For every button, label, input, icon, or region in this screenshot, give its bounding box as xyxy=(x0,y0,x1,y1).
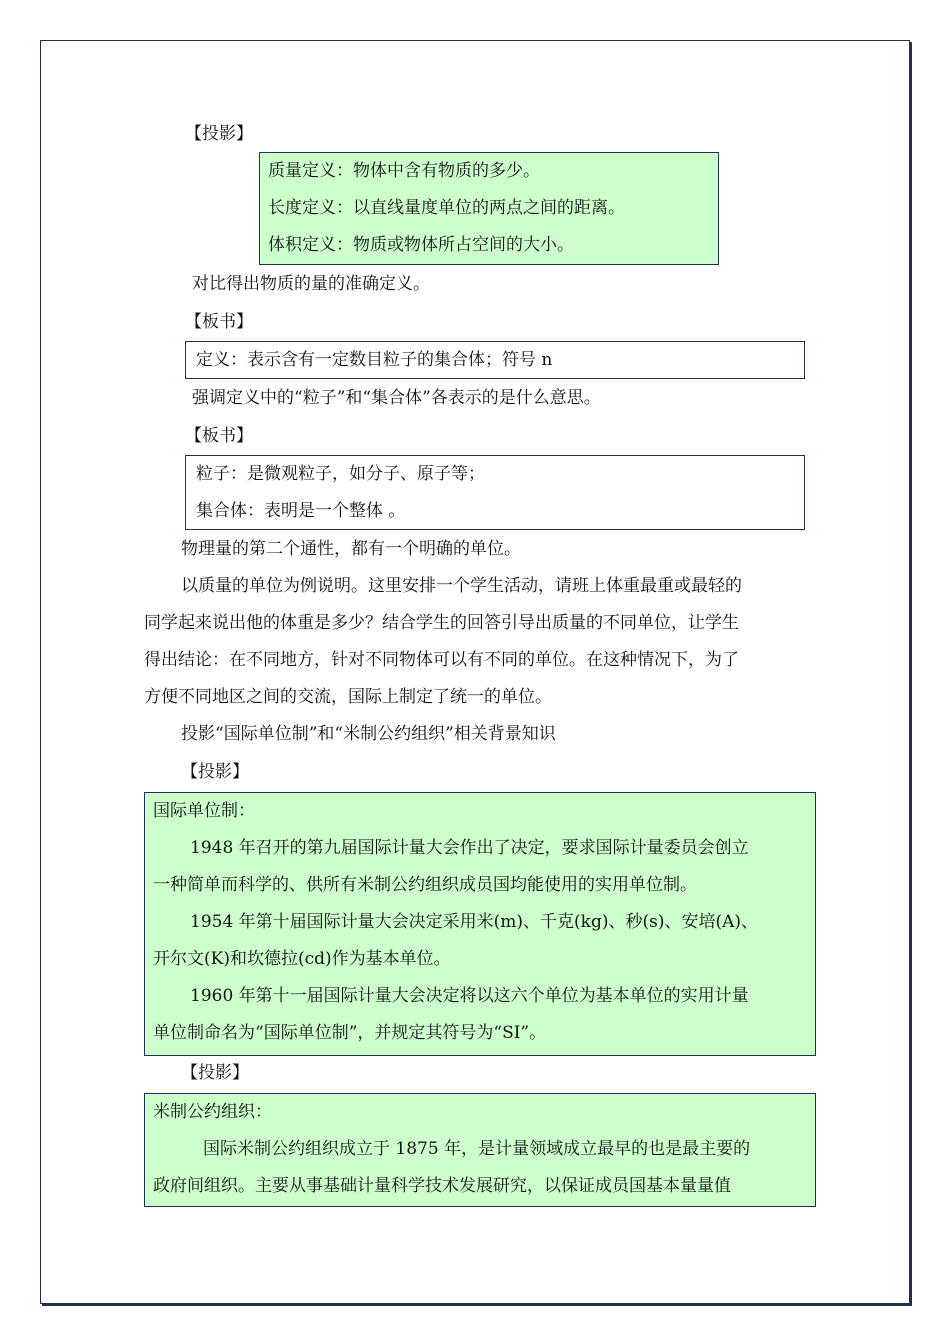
particle-text: 粒子：是微观粒子，如分子、原子等； xyxy=(196,464,485,484)
volume-definition: 体积定义：物质或物体所占空间的大小。 xyxy=(268,235,574,255)
projection-label: 【投影】 xyxy=(181,1063,249,1083)
si-background-box xyxy=(144,792,816,1056)
definition-box xyxy=(185,341,805,379)
definition-compare-box xyxy=(259,152,719,265)
projection-background-text: 投影“国际单位制”和“米制公约组织”相关背景知识 xyxy=(181,724,556,744)
metre-convention-box xyxy=(144,1093,816,1207)
mass-definition: 质量定义：物体中含有物质的多少。 xyxy=(268,161,540,181)
metre-convention-text-line: 国际米制公约组织成立于 1875 年，是计量领域成立最早的也是最主要的 xyxy=(203,1139,751,1159)
si-text-line: 1954 年第十届国际计量大会决定采用米(m)、千克(kg)、秒(s)、安培(A)、 xyxy=(190,912,759,932)
si-text-line: 单位制命名为“国际单位制”，并规定其符号为“SI”。 xyxy=(153,1023,547,1043)
paragraph-line: 以质量的单位为例说明。这里安排一个学生活动，请班上体重最重或最轻的 xyxy=(181,576,742,596)
projection-label: 【投影】 xyxy=(181,762,249,782)
si-heading: 国际单位制： xyxy=(153,801,255,821)
si-text-line: 一种简单而科学的、供所有米制公约组织成员国均能使用的实用单位制。 xyxy=(153,875,697,895)
paragraph-line: 方便不同地区之间的交流，国际上制定了统一的单位。 xyxy=(144,687,552,707)
compare-text: 对比得出物质的量的准确定义。 xyxy=(192,274,430,294)
particle-box xyxy=(185,455,805,530)
metre-convention-text-line: 政府间组织。主要从事基础计量科学技术发展研究，以保证成员国基本量量值 xyxy=(153,1176,731,1196)
board-label: 【板书】 xyxy=(185,312,253,332)
si-text-line: 1948 年召开的第九届国际计量大会作出了决定，要求国际计量委员会创立 xyxy=(190,838,749,858)
collection-text: 集合体：表明是一个整体 。 xyxy=(196,501,406,521)
amount-definition: 定义：表示含有一定数目粒子的集合体；符号 n xyxy=(196,350,553,370)
si-text-line: 1960 年第十一届国际计量大会决定将以这六个单位为基本单位的实用计量 xyxy=(190,986,749,1006)
board-label: 【板书】 xyxy=(185,426,253,446)
length-definition: 长度定义：以直线量度单位的两点之间的距离。 xyxy=(268,198,625,218)
si-text-line: 开尔文(K)和坎德拉(cd)作为基本单位。 xyxy=(153,949,451,969)
paragraph-line: 得出结论：在不同地方，针对不同物体可以有不同的单位。在这种情况下，为了 xyxy=(144,650,739,670)
projection-label: 【投影】 xyxy=(185,124,253,144)
common-property-text: 物理量的第二个通性，都有一个明确的单位。 xyxy=(181,539,521,559)
metre-convention-heading: 米制公约组织： xyxy=(153,1102,272,1122)
emphasis-text: 强调定义中的“粒子”和“集合体”各表示的是什么意思。 xyxy=(192,388,601,408)
paragraph-line: 同学起来说出他的体重是多少？结合学生的回答引导出质量的不同单位，让学生 xyxy=(144,613,739,633)
